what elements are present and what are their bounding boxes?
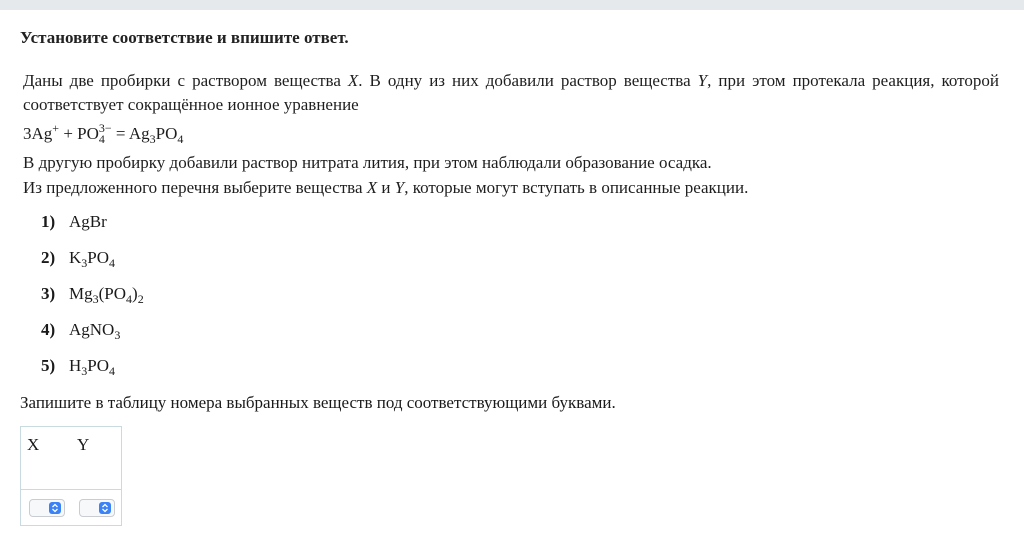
variable-y: Y bbox=[697, 71, 708, 90]
option-item: 3) $Mg_3(PO_4)_2$ bbox=[41, 284, 144, 306]
variable-x: X bbox=[347, 71, 359, 90]
answer-select-x[interactable] bbox=[29, 499, 65, 517]
task-paragraph-intro: Даны две пробирки с раствором вещества X. В одну из них добавили раствор вещества Y, при этом протекала реакция, которой соответствует сокращённое ионное уравнение bbox=[23, 71, 999, 114]
variable-y: Y bbox=[394, 178, 405, 197]
option-item: 1) AgBr bbox=[41, 212, 107, 231]
option-item: 5) $H_3PO_4$ bbox=[41, 356, 116, 378]
option-item: 4) AgNO$_3$ bbox=[41, 320, 121, 342]
task-paragraph-second: В другую пробирку добавили раствор нитрата лития, при этом наблюдали образование осадка. bbox=[23, 153, 712, 172]
answer-table bbox=[20, 426, 122, 526]
column-header-y: Y bbox=[77, 435, 90, 454]
answer-select-y[interactable] bbox=[79, 499, 115, 517]
table-divider bbox=[21, 489, 121, 490]
answer-instruction: Запишите в таблицу номера выбранных веществ под соответствующими буквами. bbox=[20, 393, 616, 412]
ionic-equation: $3Ag^+ + PO_4^{3-} = Ag_3PO_4$ bbox=[23, 121, 184, 146]
variable-x: X bbox=[366, 178, 378, 197]
option-item: 2) $K_3PO_4$ bbox=[41, 248, 116, 270]
select-arrows-icon bbox=[99, 502, 111, 514]
top-bar bbox=[0, 0, 1024, 10]
select-arrows-icon bbox=[49, 502, 61, 514]
task-heading: Установите соответствие и впишите ответ. bbox=[20, 28, 349, 47]
task-paragraph-question: Из предложенного перечня выберите вещества X и Y, которые могут вступать в описанные реакции. bbox=[23, 178, 749, 197]
column-header-x: X bbox=[27, 435, 40, 454]
